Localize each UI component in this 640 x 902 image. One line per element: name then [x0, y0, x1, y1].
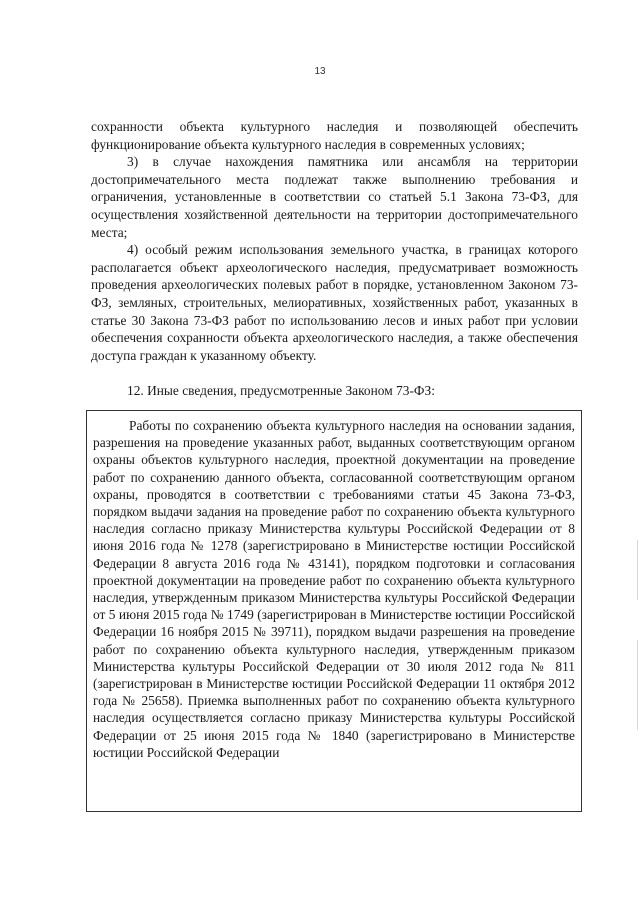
scan-edge-mark	[637, 640, 638, 730]
paragraph-item-4: 4) особый режим использования земельного участка, в границах которого располагается объект археологического наследия, предусматривает возможность проведения археологических полевых работ в порядке, установленном Законом 73-ФЗ, земляных, строительных, мелиоративных, хозяйственных работ, указанных в статье 30 Закона 73-ФЗ работ по использованию лесов и иных работ при условии обеспечения сохранности объекта археологического наследия, а также обеспечения доступа граждан к указанному объекту.	[91, 242, 578, 363]
boxed-section	[86, 410, 582, 812]
paragraph-item-3: 3) в случае нахождения памятника или ансамбля на территории достопримечательного места подлежат также выполнению требования и ограничения, установленные в соответствии со статьей 5.1 Закона 73-ФЗ, для осуществления хозяйственной деятельности на территории достопримечательного места;	[91, 154, 578, 240]
page-number: 13	[314, 66, 326, 77]
paragraph-continuation: сохранности объекта культурного наследия и позволяющей обеспечить функционирование объекта культурного наследия в современных условиях;	[91, 119, 578, 152]
section-heading: 12. Иные сведения, предусмотренные Законом 73-ФЗ:	[127, 383, 435, 398]
body-text	[91, 118, 578, 364]
scan-edge-mark	[637, 540, 638, 600]
boxed-paragraph: Работы по сохранению объекта культурного наследия на основании задания, разрешения на проведение указанных работ, выданных соответствующим органом охраны объектов культурного наследия, проектной документации на проведение работ по сохранению данного объекта, согласованной соответствующим органом охраны, проводятся в соответствии с требованиями статьи 45 Закона 73-ФЗ, порядком выдачи задания на проведение работ по сохранению объекта культурного наследия согласно приказу Министерства культуры Российской Федерации от 8 июня 2016 года № 1278 (зарегистрировано в Министерстве юстиции Российской Федерации 8 августа 2016 года № 43141), порядком подготовки и согласования проектной документации на проведение работ по сохранению объекта культурного наследия, утвержденным приказом Министерства культуры Российской Федерации от 5 июня 2015 года № 1749 (зарегистрирован в Министерстве юстиции Российской Федерации 16 ноября 2015 № 39711), порядком выдачи разрешения на проведение работ по сохранению объекта культурного наследия, утвержденным приказом Министерства культуры Российской Федерации от 30 июля 2012 года № 811 (зарегистрирован в Министерстве юстиции Российской Федерации 11 октября 2012 года № 25658). Приемка выполненных работ по сохранению объекта культурного наследия осуществляется согласно приказу Министерства культуры Российской Федерации от 25 июня 2015 года № 1840 (зарегистрировано в Министерстве юстиции Российской Федерации	[93, 418, 575, 760]
